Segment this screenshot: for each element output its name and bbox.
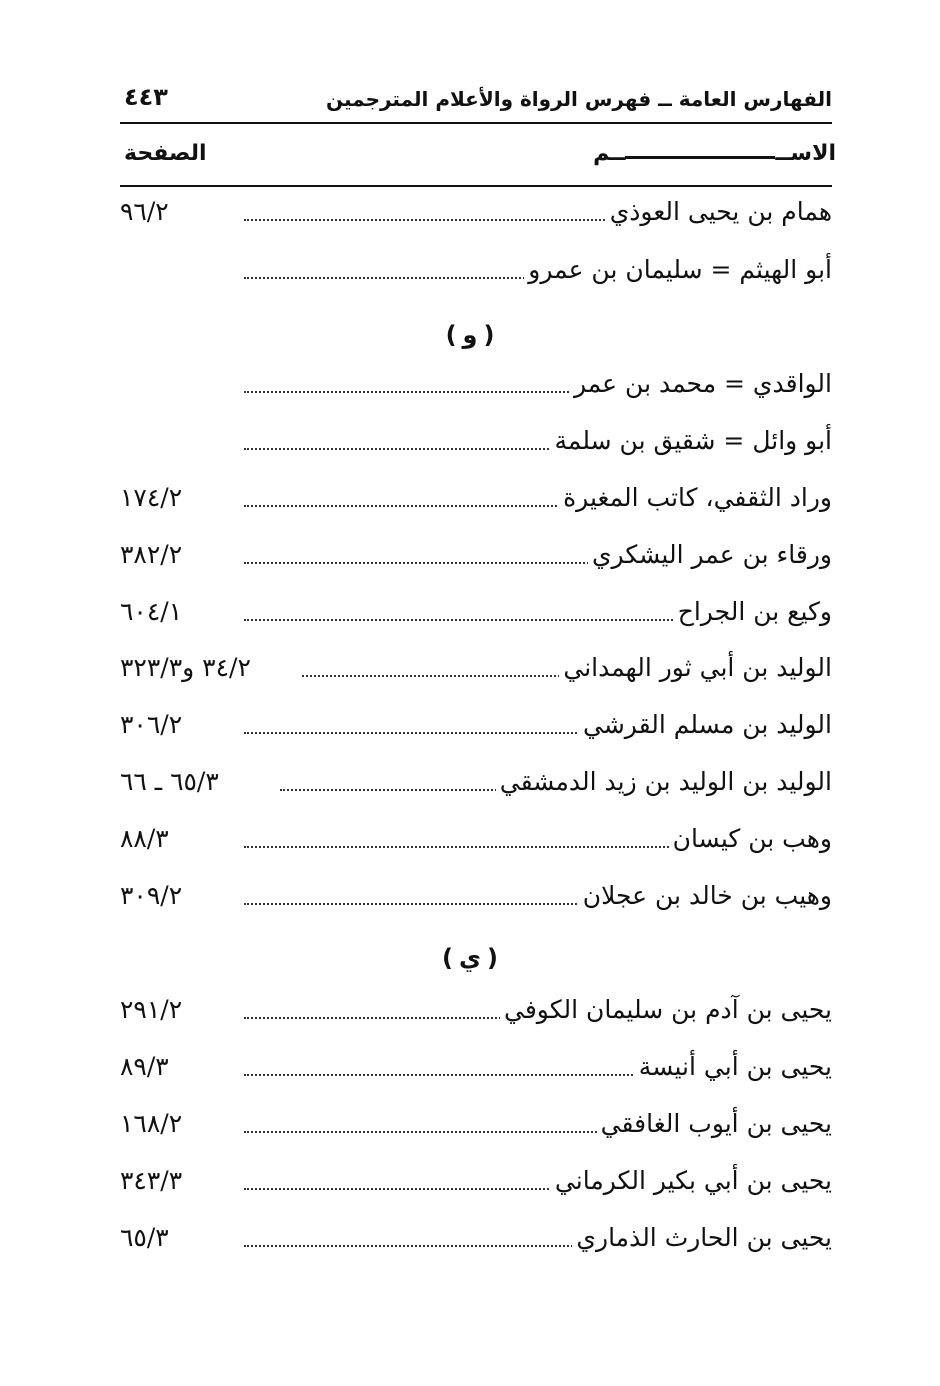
heading-letter: ي	[459, 944, 481, 972]
entry-name: يحيى بن آدم بن سليمان الكوفي	[500, 990, 832, 1030]
index-entry	[120, 592, 832, 632]
entry-page-ref: ٦٥/٣ ـ ٦٦	[120, 762, 225, 802]
entry-name: يحيى بن أبي بكير الكرماني	[551, 1161, 832, 1201]
heading-paren-close: )	[445, 321, 457, 349]
entry-name: وكيع بن الجراح	[674, 592, 832, 632]
entry-name: وراد الثقفي، كاتب المغيرة	[559, 478, 832, 518]
entry-name: أبو وائل = شقيق بن سلمة	[551, 421, 832, 461]
index-entry	[120, 876, 832, 916]
entry-name: أبو الهيثم = سليمان بن عمرو	[524, 250, 832, 290]
name-column-header-start: الاســ	[775, 141, 836, 166]
entry-page-ref: ١٧٤/٢	[120, 478, 188, 518]
entry-name: يحيى بن أيوب الغافقي	[597, 1104, 832, 1144]
entry-page-ref: ٦٠٤/١	[120, 592, 188, 632]
index-entry	[120, 421, 832, 461]
entry-name: الوليد بن مسلم القرشي	[579, 705, 832, 745]
entry-page-ref: ٦٥/٣	[120, 1218, 175, 1258]
letter-heading-waw	[0, 315, 940, 355]
entry-name: الواقدي = محمد بن عمر	[570, 364, 832, 404]
entry-page-ref: ٨٨/٣	[120, 819, 175, 859]
entry-page-ref: ٣٠٦/٢	[120, 705, 188, 745]
index-entry	[120, 535, 832, 575]
entry-name: ورقاء بن عمر اليشكري	[588, 535, 832, 575]
entry-name: الوليد بن الوليد بن زيد الدمشقي	[496, 762, 832, 802]
entry-page-ref: ٩٦/٢	[120, 192, 175, 232]
index-entry	[120, 1218, 832, 1258]
index-entry	[120, 364, 832, 404]
entry-name: يحيى بن أبي أنيسة	[635, 1047, 832, 1087]
entry-name: وهيب بن خالد بن عجلان	[579, 876, 832, 916]
heading-paren-open: (	[483, 321, 495, 349]
entry-name: وهب بن كيسان	[669, 819, 832, 859]
page-column-header: الصفحة	[124, 141, 207, 166]
entry-page-ref: ٣٠٩/٢	[120, 876, 188, 916]
entry-page-ref: ٣٤/٢ و٣٢٣/٣	[120, 648, 257, 688]
index-entry	[120, 705, 832, 745]
index-entry	[120, 250, 832, 290]
heading-paren-close: )	[442, 944, 453, 972]
running-title: الفهارس العامة ــ فهرس الرواة والأعلام المترجمين	[326, 87, 832, 111]
entry-name: الوليد بن أبي ثور الهمداني	[559, 648, 832, 688]
entry-page-ref: ٨٩/٣	[120, 1047, 175, 1087]
heading-letter: و	[462, 321, 478, 349]
heading-paren-open: (	[487, 944, 498, 972]
index-entry	[120, 762, 832, 802]
index-entry	[120, 819, 832, 859]
entry-name: همام بن يحيى العوذي	[606, 192, 832, 232]
entry-page-ref: ٣٨٢/٢	[120, 535, 188, 575]
entry-page-ref: ٢٩١/٢	[120, 990, 188, 1030]
entry-page-ref: ١٦٨/٢	[120, 1104, 188, 1144]
index-entry	[120, 990, 832, 1030]
name-column-header-end: ــم	[593, 141, 626, 166]
page-number: ٤٤٣	[124, 83, 168, 111]
index-entry	[120, 192, 832, 232]
index-entry	[120, 1104, 832, 1144]
entry-name: يحيى بن الحارث الذماري	[572, 1218, 832, 1258]
index-entry	[120, 648, 832, 688]
index-entry	[120, 478, 832, 518]
letter-heading-ya	[0, 938, 940, 978]
index-entry	[120, 1047, 832, 1087]
entry-page-ref: ٣٤٣/٣	[120, 1161, 188, 1201]
index-entry	[120, 1161, 832, 1201]
